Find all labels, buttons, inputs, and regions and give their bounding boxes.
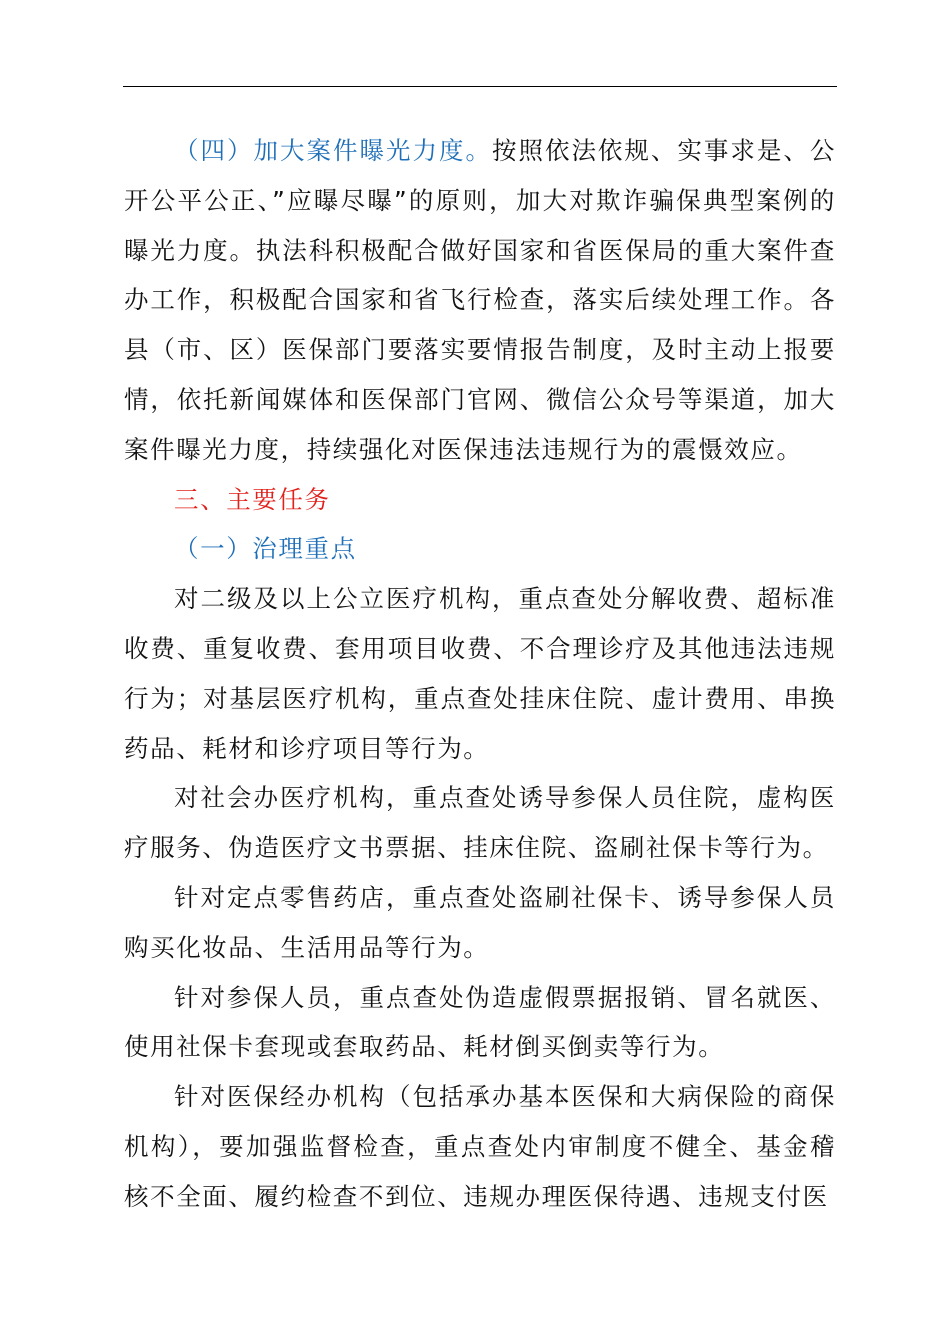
header-rule bbox=[123, 86, 837, 87]
paragraph-insured-persons: 针对参保人员，重点查处伪造虚假票据报销、冒名就医、使用社保卡套现或套取药品、耗材倒买倒卖等行为。 bbox=[124, 982, 836, 1062]
section-4-paragraph bbox=[124, 126, 836, 475]
paragraph-insurance-agencies: 针对医保经办机构（包括承办基本医保和大病保险的商保机构），要加强监督检查，重点查处内审制度不健全、基金稽核不全面、履约检查不到位、违规办理医保待遇、违规支付医 bbox=[124, 1082, 836, 1211]
document-body bbox=[124, 126, 836, 1222]
section-4-heading: （四）加大案件曝光力度。 bbox=[174, 136, 492, 165]
paragraph-pharmacies: 针对定点零售药店，重点查处盗刷社保卡、诱导参保人员购买化妆品、生活用品等行为。 bbox=[124, 882, 836, 962]
subsection-title: （一）治理重点 bbox=[174, 534, 357, 564]
paragraph-private-hospitals: 对社会办医疗机构，重点查处诱导参保人员住院，虚构医疗服务、伪造医疗文书票据、挂床住院、盗刷社保卡等行为。 bbox=[124, 783, 836, 863]
paragraph-public-hospitals: 对二级及以上公立医疗机构，重点查处分解收费、超标准收费、重复收费、套用项目收费、不合理诊疗及其他违法违规行为；对基层医疗机构，重点查处挂床住院、虚计费用、串换药品、耗材和诊疗项目等行为。 bbox=[124, 584, 836, 763]
section-4-body: 按照依法依规、实事求是、公开公平公正、”应曝尽曝”的原则，加大对欺诈骗保典型案例的曝光力度。执法科积极配合做好国家和省医保局的重大案件查办工作，积极配合国家和省飞行检查，落实后续处理工作。各县（市、区）医保部门要落实要情报告制度，及时主动上报要情，依托新闻媒体和医保部门官网、微信公众号等渠道，加大案件曝光力度，持续强化对医保违法违规行为的震慑效应。 bbox=[124, 136, 836, 464]
section-title: 三、主要任务 bbox=[174, 484, 331, 514]
